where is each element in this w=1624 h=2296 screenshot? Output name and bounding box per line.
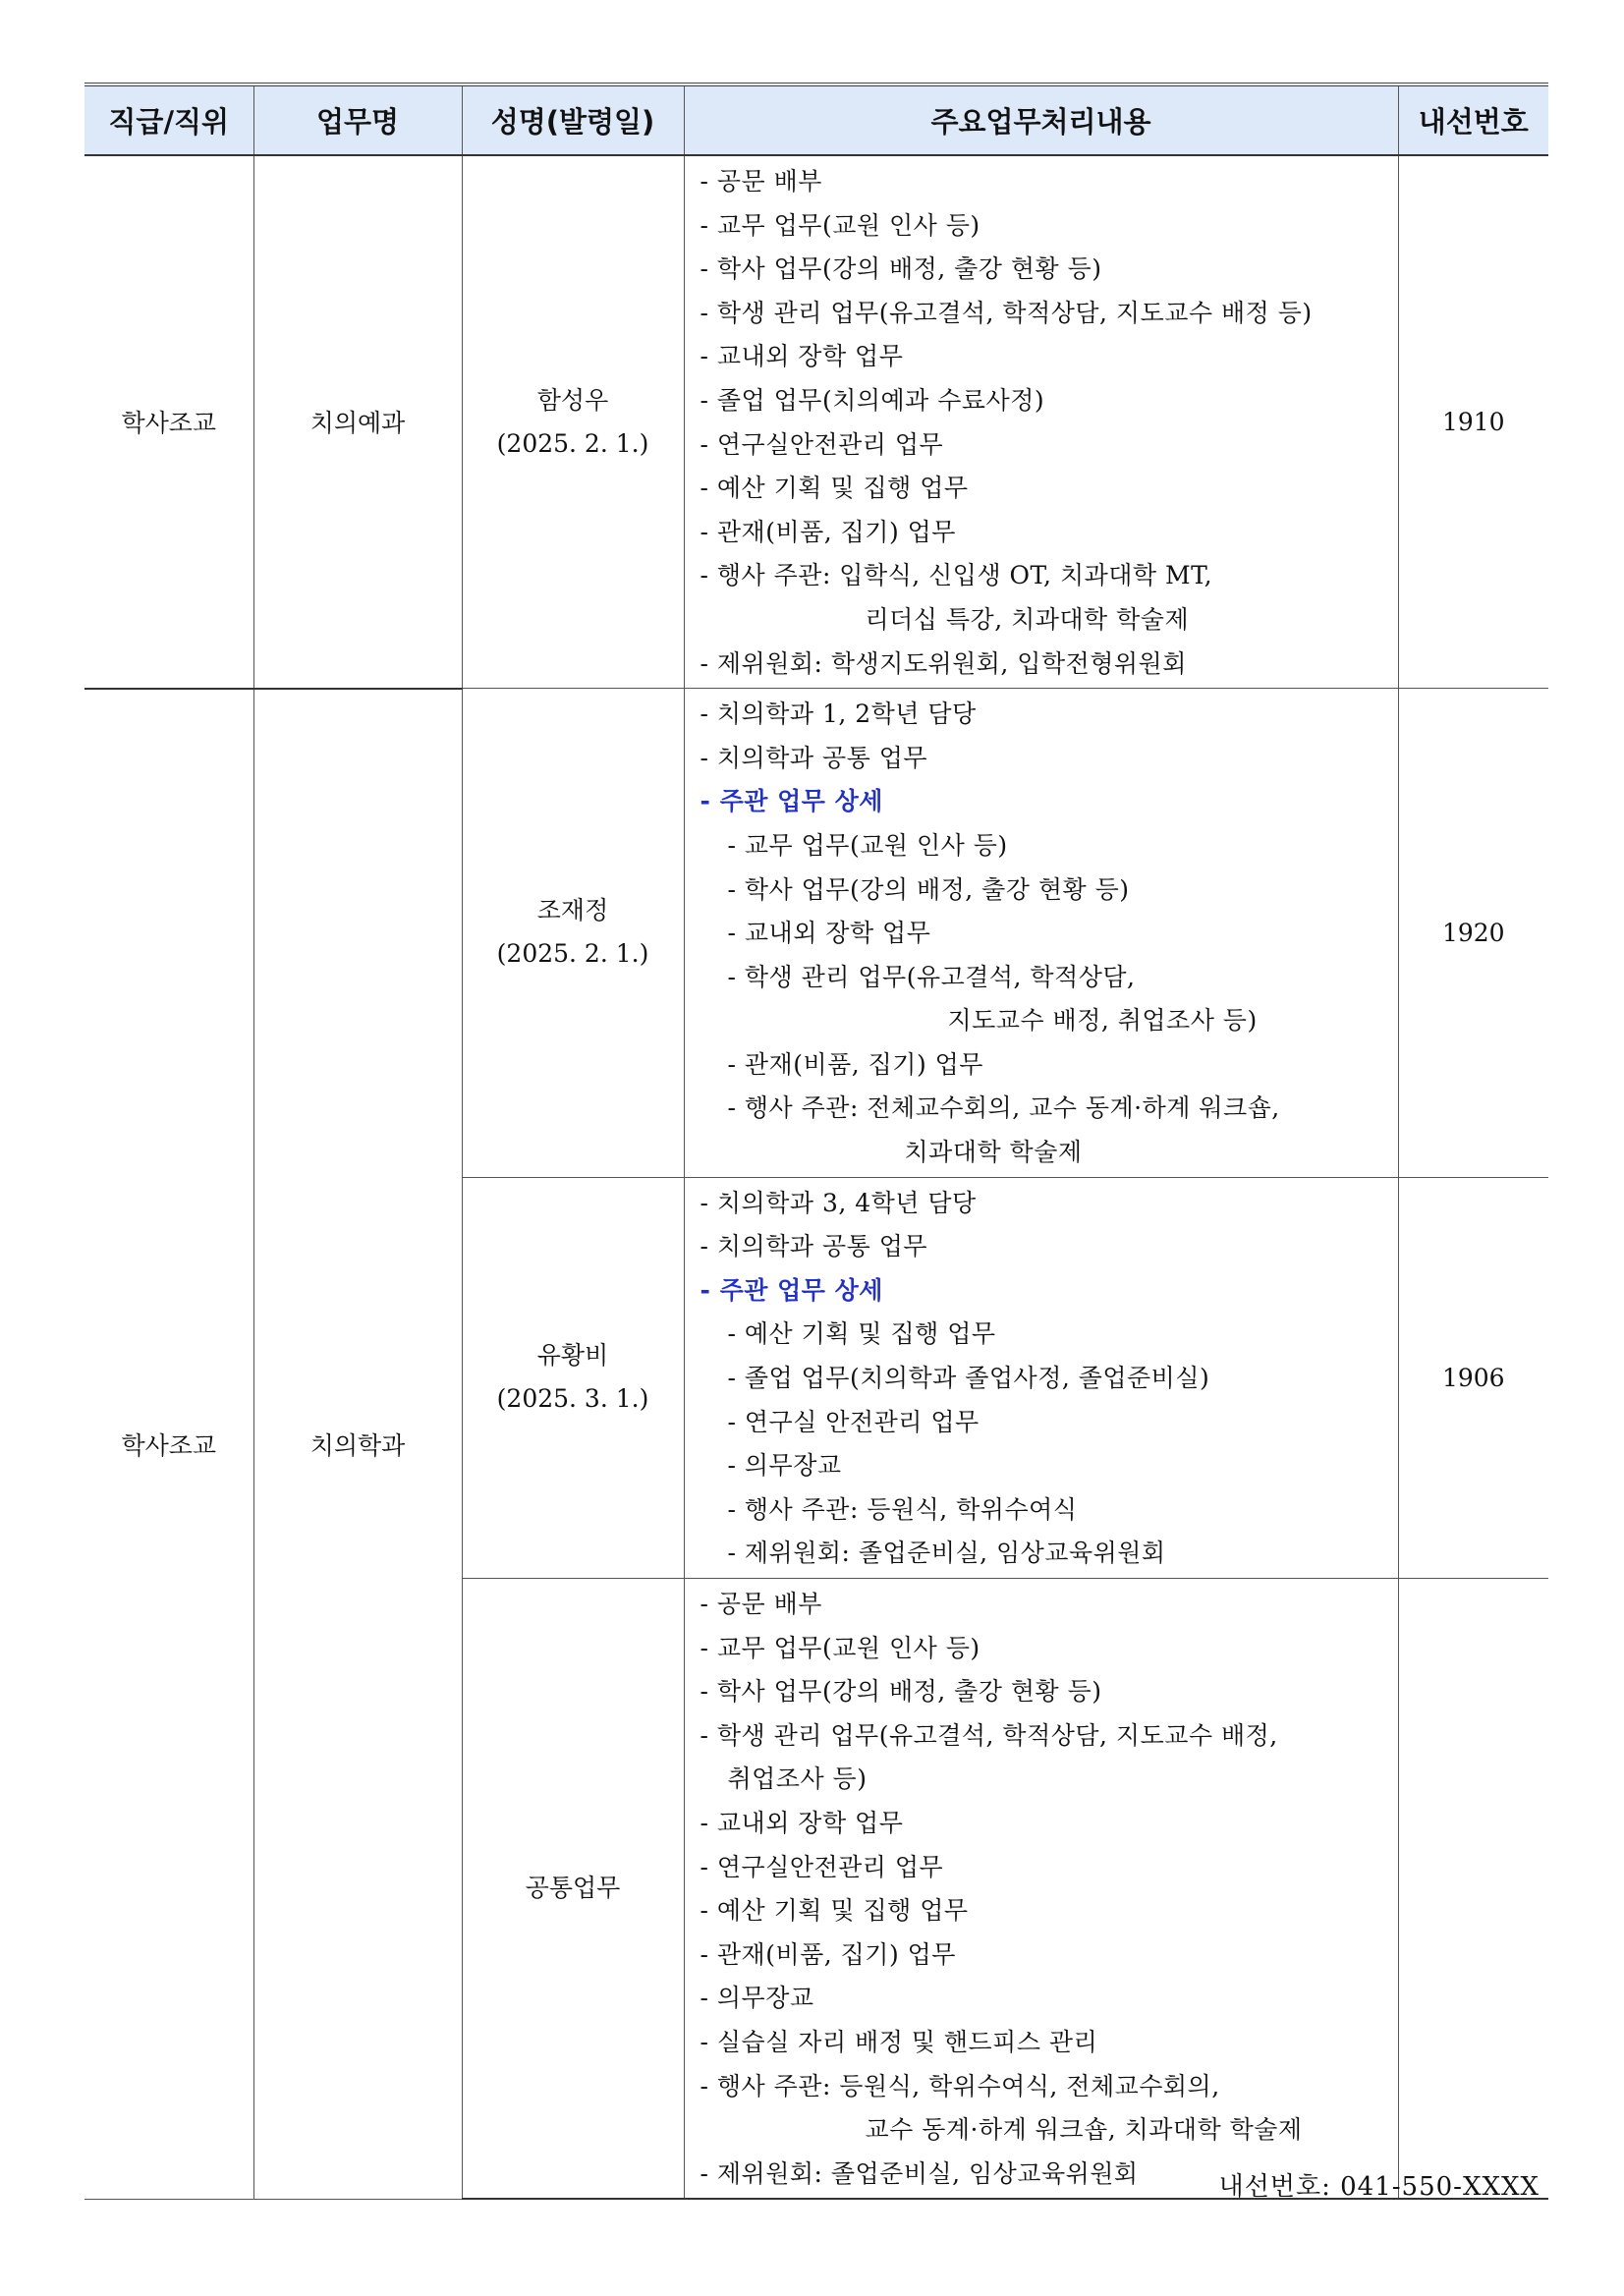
name-cell [462,689,684,1178]
duty-line: - 제위원회: 학생지도위원회, 입학전형위원회 [700,648,1187,678]
duty-line: - 학사 업무(강의 배정, 출강 현황 등) [700,254,1102,284]
duty-line: - 제위원회: 졸업준비실, 임상교육위원회 [727,1539,1166,1568]
duty-line: - 실습실 자리 배정 및 핸드피스 관리 [700,2027,1098,2056]
appointment-date: (2025. 2. 1.) [496,428,649,458]
rank-cell: 학사조교 [84,689,253,2200]
duty-cell: 치의예과 [253,155,462,689]
table-header-row [84,84,1548,155]
person-name: 함성우 [536,385,609,415]
extension-cell: 1910 [1398,155,1548,689]
common-duty-label: 공통업무 [525,1874,621,1903]
duty-line: - 공문 배부 [700,1590,822,1618]
duty-line: - 의무장교 [727,1451,842,1481]
duty-line: - 치의학과 1, 2학년 담당 [700,700,977,729]
person-name: 조재정 [536,896,609,925]
duty-line: - 행사 주관: 입학식, 신입생 OT, 치과대학 MT, [700,561,1213,590]
duty-line: 리더십 특강, 치과대학 학술제 [865,604,1190,634]
appointment-date: (2025. 2. 1.) [496,939,649,969]
duty-line: - 교무 업무(교원 인사 등) [727,830,1008,860]
duty-table [84,83,1548,2200]
duty-line: - 교무 업무(교원 인사 등) [700,210,980,240]
section-heading: - 주관 업무 상세 [700,787,883,816]
rank-cell: 학사조교 [84,155,253,689]
duty-line: 교수 동계·하계 워크숍, 치과대학 학술제 [865,2115,1303,2145]
extension-cell: 1920 [1398,689,1548,1178]
duty-line: - 교내외 장학 업무 [700,342,904,371]
duty-line: - 교무 업무(교원 인사 등) [700,1633,980,1662]
header-duty: 업무명 [253,84,462,155]
duty-line: 취업조사 등) [727,1764,868,1794]
duty-line: - 연구실 안전관리 업무 [727,1407,980,1436]
table-row [84,155,1548,689]
section-heading: - 주관 업무 상세 [700,1275,883,1305]
content-cell [684,1177,1398,1578]
duty-line: - 교내외 장학 업무 [700,1808,904,1837]
duty-line: - 학생 관리 업무(유고결석, 학적상담, 지도교수 배정, [700,1720,1278,1750]
duty-line: - 관재(비품, 집기) 업무 [727,1049,983,1079]
duty-line: - 치의학과 공통 업무 [700,1232,927,1261]
duty-line: - 학생 관리 업무(유고결석, 학적상담, 지도교수 배정 등) [700,298,1313,327]
person-name: 유황비 [536,1341,609,1371]
table-row [84,689,1548,1178]
duty-line: - 연구실안전관리 업무 [700,429,944,459]
duty-line: - 공문 배부 [700,167,822,196]
duty-line: - 교내외 장학 업무 [727,919,931,948]
content-cell [684,689,1398,1178]
duty-line: - 연구실안전관리 업무 [700,1852,944,1881]
duty-line: - 학생 관리 업무(유고결석, 학적상담, [727,962,1136,991]
duty-line: - 행사 주관: 등원식, 학위수여식, 전체교수회의, [700,2071,1220,2100]
duty-line: - 졸업 업무(치의예과 수료사정) [700,385,1045,415]
duty-line: 치과대학 학술제 [904,1138,1083,1167]
duty-line: - 치의학과 3, 4학년 담당 [700,1188,977,1217]
duty-table-sheet [84,83,1548,2200]
duty-line: - 예산 기획 및 집행 업무 [700,474,969,503]
duty-line: - 제위원회: 졸업준비실, 임상교육위원회 [700,2158,1139,2188]
duty-line: - 관재(비품, 집기) 업무 [700,517,956,546]
name-cell [462,1579,684,2200]
name-cell [462,155,684,689]
extension-cell: 1906 [1398,1177,1548,1578]
duty-line: - 의무장교 [700,1984,814,2013]
name-cell [462,1177,684,1578]
duty-line: 지도교수 배정, 취업조사 등) [947,1006,1258,1036]
duty-line: - 학사 업무(강의 배정, 출강 현황 등) [727,874,1130,904]
duty-line: - 치의학과 공통 업무 [700,743,927,772]
duty-line: - 관재(비품, 집기) 업무 [700,1939,956,1969]
duty-line: - 예산 기획 및 집행 업무 [727,1319,996,1349]
header-content: 주요업무처리내용 [684,84,1398,155]
content-cell [684,155,1398,689]
appointment-date: (2025. 3. 1.) [496,1384,649,1414]
header-name: 성명(발령일) [462,84,684,155]
duty-cell: 치의학과 [253,689,462,2200]
duty-line: - 졸업 업무(치의학과 졸업사정, 졸업준비실) [727,1364,1210,1393]
duty-line: - 예산 기획 및 집행 업무 [700,1896,969,1926]
extension-footnote: 내선번호: 041-550-XXXX [1218,2172,1540,2202]
header-extension: 내선번호 [1398,84,1548,155]
duty-line: - 학사 업무(강의 배정, 출강 현황 등) [700,1677,1102,1707]
content-cell [684,1579,1398,2200]
duty-line: - 행사 주관: 등원식, 학위수여식 [727,1494,1078,1524]
header-rank: 직급/직위 [84,84,253,155]
extension-cell [1398,1579,1548,2200]
duty-line: - 행사 주관: 전체교수회의, 교수 동계·하계 워크숍, [727,1093,1280,1123]
